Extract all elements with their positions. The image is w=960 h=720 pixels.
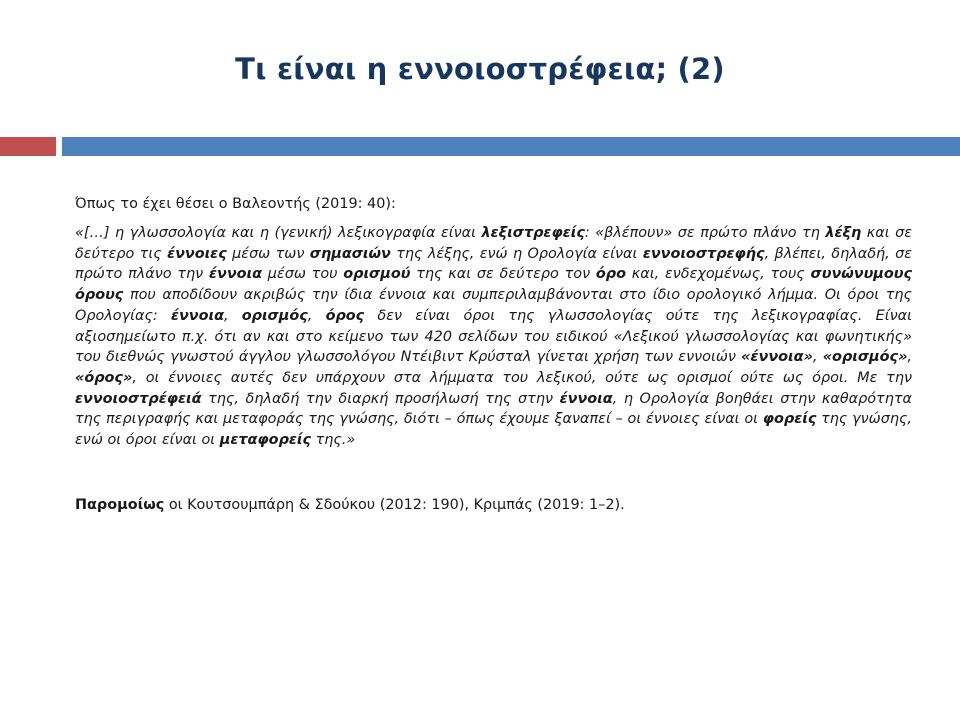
similar-paragraph	[75, 495, 912, 515]
quote-bold-term: εννοιοστρεφής	[642, 245, 765, 262]
quote-bold-term: ορισμού	[343, 266, 411, 283]
quote-text: μέσω του	[262, 266, 344, 283]
quote-text: , οι έννοιες αυτές δεν υπάρχουν στα λήμματα του λεξικού, ούτε ως ορισμοί ούτε ως όροι. Με την	[132, 369, 912, 386]
similar-label: Παρομοίως	[75, 496, 165, 513]
quote-bold-term: όρος	[325, 307, 365, 324]
quote-bold-term: έννοια	[170, 307, 224, 324]
quote-text: ,	[812, 349, 823, 366]
quote-text: , η Ορολογία βοηθάει στην καθαρότητα της περιγραφής και μεταφοράς της γνώσης, διότι – όπως έχουμε ξαναπεί – οι έννοιες είναι οι	[75, 390, 912, 428]
slide-content	[75, 194, 912, 515]
quote-bold-term: ορισμός	[241, 307, 308, 324]
quote-text: της και σε δεύτερο τον	[410, 266, 596, 283]
quote-bold-term: φορείς	[762, 411, 817, 428]
quote-bold-term: μεταφορείς	[219, 432, 312, 449]
similar-text: οι Κουτσουμπάρη & Σδούκου (2012: 190), Κριμπάς (2019: 1–2).	[164, 496, 625, 513]
quote-text: και σε δεύτερο τις	[75, 225, 912, 262]
quote-bold-term: έννοια	[209, 266, 262, 283]
quote-bold-term: έννοια	[559, 390, 613, 407]
quote-text: της.»	[311, 432, 356, 449]
intro-paragraph: Όπως το έχει θέσει ο Βαλεοντής (2019: 40):	[75, 196, 396, 212]
quote-text: ,	[307, 307, 326, 324]
quote-bold-term: συνώνυμους όρους	[75, 266, 913, 304]
accent-bar-blue	[62, 137, 960, 156]
quote-text: της λέξης, ενώ η Ορολογία είναι	[390, 245, 643, 262]
quote-text: : «βλέπουν» σε πρώτο πλάνο τη	[584, 225, 826, 241]
quote-text: που αποδίδουν ακριβώς την ίδια έννοια και συμπεριλαμβάνονται στο ίδιο ορολογικό λήμμα. Οι όροι της Ορολογίας:	[75, 287, 912, 324]
quote-bold-term: «όρος»	[75, 369, 133, 386]
quote-text: δεν είναι όροι της γλωσσολογίας ούτε της λεξικογραφίας. Είναι αξιοσημείωτο π.χ. ότι αν και στο κείμενο των 420 σελίδων του ειδικού «Λεξικού γλωσσολογίας και φωνητικής» του διεθνώς γνωστού άγγλου γλωσσολόγου Ντέιβιντ Κρύσταλ γίνεται χρήση των εννοιών	[75, 307, 913, 366]
quote-bold-term: σημασιών	[309, 245, 391, 262]
quote-bold-term: λέξη	[825, 225, 862, 241]
quote-text: μέσω των	[226, 245, 310, 262]
quote-text: και, ενδεχομένως, τους	[625, 266, 811, 283]
quote-bold-term: όρο	[595, 266, 626, 283]
quote-bold-term: έννοιες	[167, 245, 227, 262]
quote-bold-term: «έννοια»	[741, 349, 813, 366]
quote-bold-term: λεξιστρεφείς	[481, 225, 585, 241]
accent-bar-red	[0, 137, 56, 156]
slide-title: Τι είναι η εννοιοστρέφεια; (2)	[235, 52, 725, 86]
quote-text: «[…] η γλωσσολογία και η (γενική) λεξικογραφία είναι	[75, 225, 482, 241]
quote-text: , βλέπει, δηλαδή, σε πρώτο πλάνο την	[75, 245, 913, 283]
quote-bold-term: «ορισμός»	[822, 349, 908, 366]
quote-text: ,	[907, 349, 912, 366]
quote-text: της γνώσης, ενώ οι όροι είναι οι	[75, 411, 912, 449]
quote-bold-term: εννοιοστρέφειά	[75, 390, 202, 407]
quote-paragraph	[75, 223, 912, 451]
quote-text: της, δηλαδή την διαρκή προσήλωσή της στην	[201, 390, 560, 407]
quote-text: ,	[223, 307, 242, 324]
